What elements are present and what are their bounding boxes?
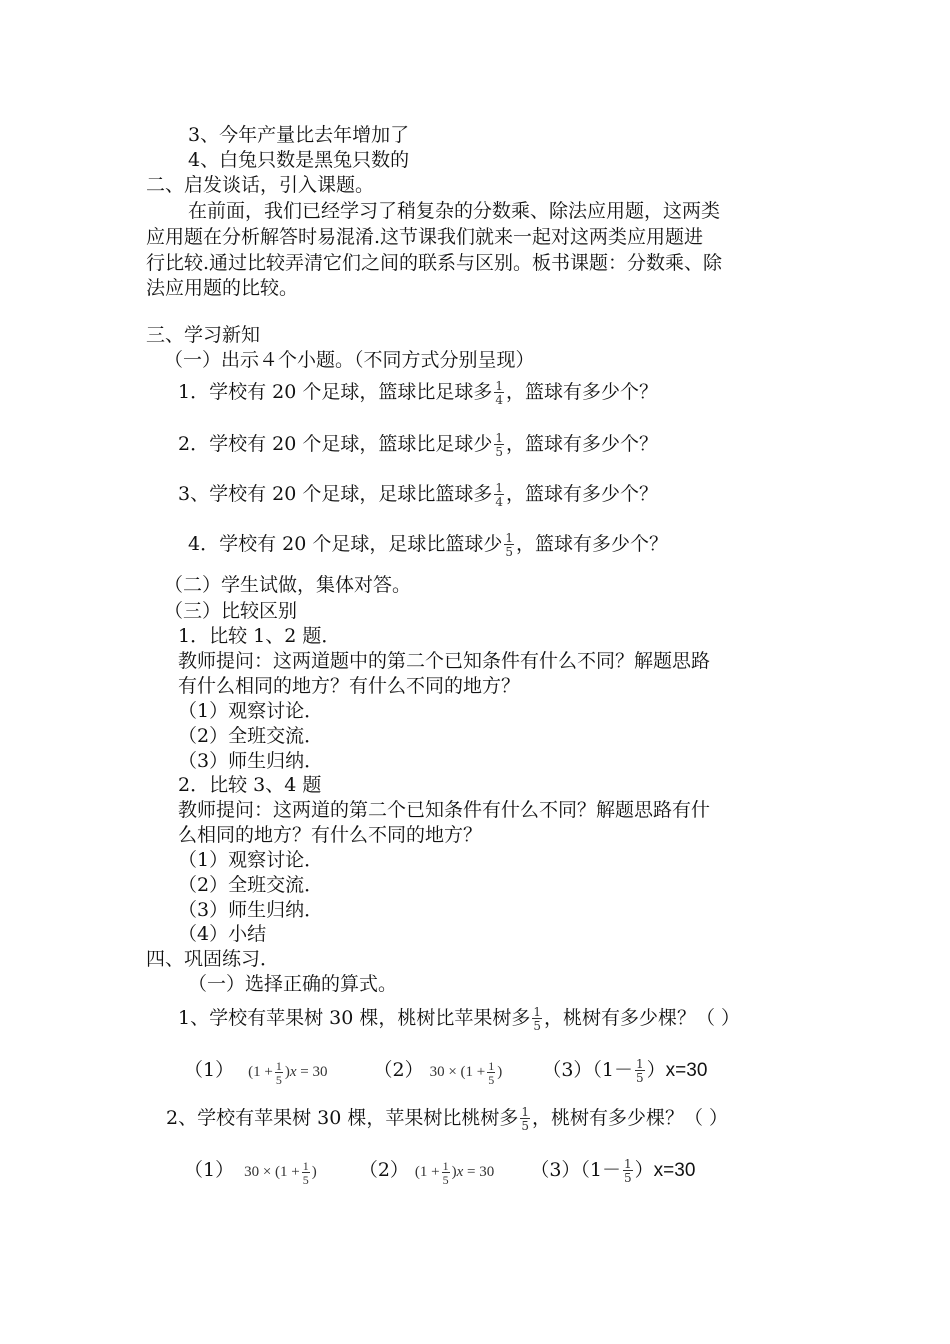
problem-1: 1．学校有 20 个足球，篮球比足球多 $\frac{1}{4}$ ，篮球有多少个？ [178, 379, 659, 407]
list-line-4: 4、白兔只数是黑兔只数的 [188, 149, 410, 171]
subheading: （二）学生试做，集体对答。 [164, 574, 412, 596]
step: （2）全班交流． [178, 725, 324, 747]
exercise-2: 2、学校有苹果树 30 棵，苹果树比桃树多 $\frac{1}{5}$ ，桃树有多少棵？（ ） [166, 1105, 729, 1133]
option-1: （1） (1 + $\frac{1}{5}$ )x = 30 [184, 1058, 328, 1087]
problem-3: 3、学校有 20 个足球，足球比篮球多 $\frac{1}{4}$ ，篮球有多少个？ [178, 481, 659, 509]
problem-4: 4．学校有 20 个足球，足球比篮球少 $\frac{1}{5}$ ，篮球有多少个？ [188, 531, 669, 559]
fraction: $\frac{1}{5}$ [495, 431, 503, 459]
teacher-question: 有什么相同的地方？有什么不同的地方？ [178, 675, 521, 697]
fraction: $\frac{1}{5}$ [521, 1105, 529, 1133]
paragraph-line: 法应用题的比较。 [146, 277, 299, 299]
option-3: （3）（1－ $\frac{1}{5}$ ）x=30 [542, 1057, 708, 1085]
option-2: （2） (1 + $\frac{1}{5}$ )x = 30 [358, 1158, 495, 1187]
step: （1）观察讨论． [178, 849, 324, 871]
fraction: $\frac{1}{5}$ [488, 1058, 495, 1087]
fraction: $\frac{1}{5}$ [442, 1158, 449, 1187]
paragraph-line: 在前面，我们已经学习了稍复杂的分数乘、除法应用题，这两类 [188, 200, 721, 222]
teacher-question: 么相同的地方？有什么不同的地方？ [178, 824, 483, 846]
exercise-2-options [184, 1158, 695, 1186]
option-1: （1） 30 × (1 + $\frac{1}{5}$ ) [184, 1158, 317, 1187]
step: （4）小结 [178, 923, 267, 945]
list-line-3: 3、今年产量比去年增加了 [188, 124, 410, 146]
section-heading-4: 四、巩固练习． [146, 948, 280, 970]
problem-2: 2．学校有 20 个足球，篮球比足球少 $\frac{1}{5}$ ，篮球有多少个？ [178, 431, 659, 459]
fraction: $\frac{1}{4}$ [495, 481, 503, 509]
step: （3）师生归纳． [178, 750, 324, 772]
subheading: （三）比较区别 [164, 600, 298, 622]
fraction: $\frac{1}{4}$ [495, 379, 503, 407]
compare-1-title: 1．比较 1、2 题． [178, 625, 341, 647]
fraction: $\frac{1}{5}$ [636, 1057, 644, 1085]
fraction: $\frac{1}{5}$ [624, 1157, 632, 1185]
paragraph-line: 行比较.通过比较弄清它们之间的联系与区别。板书课题：分数乘、除 [146, 252, 723, 274]
fraction: $\frac{1}{5}$ [533, 1005, 541, 1033]
subheading: （一）出示４个小题。（不同方式分别呈现） [164, 349, 535, 371]
step: （3）师生归纳． [178, 899, 324, 921]
fraction: $\frac{1}{5}$ [505, 531, 513, 559]
fraction: $\frac{1}{5}$ [275, 1058, 282, 1087]
teacher-question: 教师提问：这两道题中的第二个已知条件有什么不同？解题思路 [178, 650, 711, 672]
compare-2-title: 2．比较 3、4 题 [178, 774, 322, 796]
step: （2）全班交流． [178, 874, 324, 896]
option-3: （3）（1－ $\frac{1}{5}$ ）x=30 [530, 1157, 696, 1185]
section-heading-3: 三、学习新知 [146, 324, 261, 346]
section-heading-2: 二、启发谈话，引入课题。 [146, 174, 375, 196]
option-2: （2） 30 × (1 + $\frac{1}{5}$ ) [373, 1058, 503, 1087]
teacher-question: 教师提问：这两道的第二个已知条件有什么不同？解题思路有什 [178, 799, 711, 821]
paragraph-line: 应用题在分析解答时易混淆.这节课我们就来一起对这两类应用题进 [146, 226, 704, 248]
fraction: $\frac{1}{5}$ [302, 1158, 309, 1187]
subheading: （一）选择正确的算式。 [188, 973, 398, 995]
exercise-1-options [184, 1058, 707, 1086]
step: （1）观察讨论． [178, 700, 324, 722]
exercise-1: 1、学校有苹果树 30 棵，桃树比苹果树多 $\frac{1}{5}$ ，桃树有多少棵？（ ） [178, 1005, 741, 1033]
